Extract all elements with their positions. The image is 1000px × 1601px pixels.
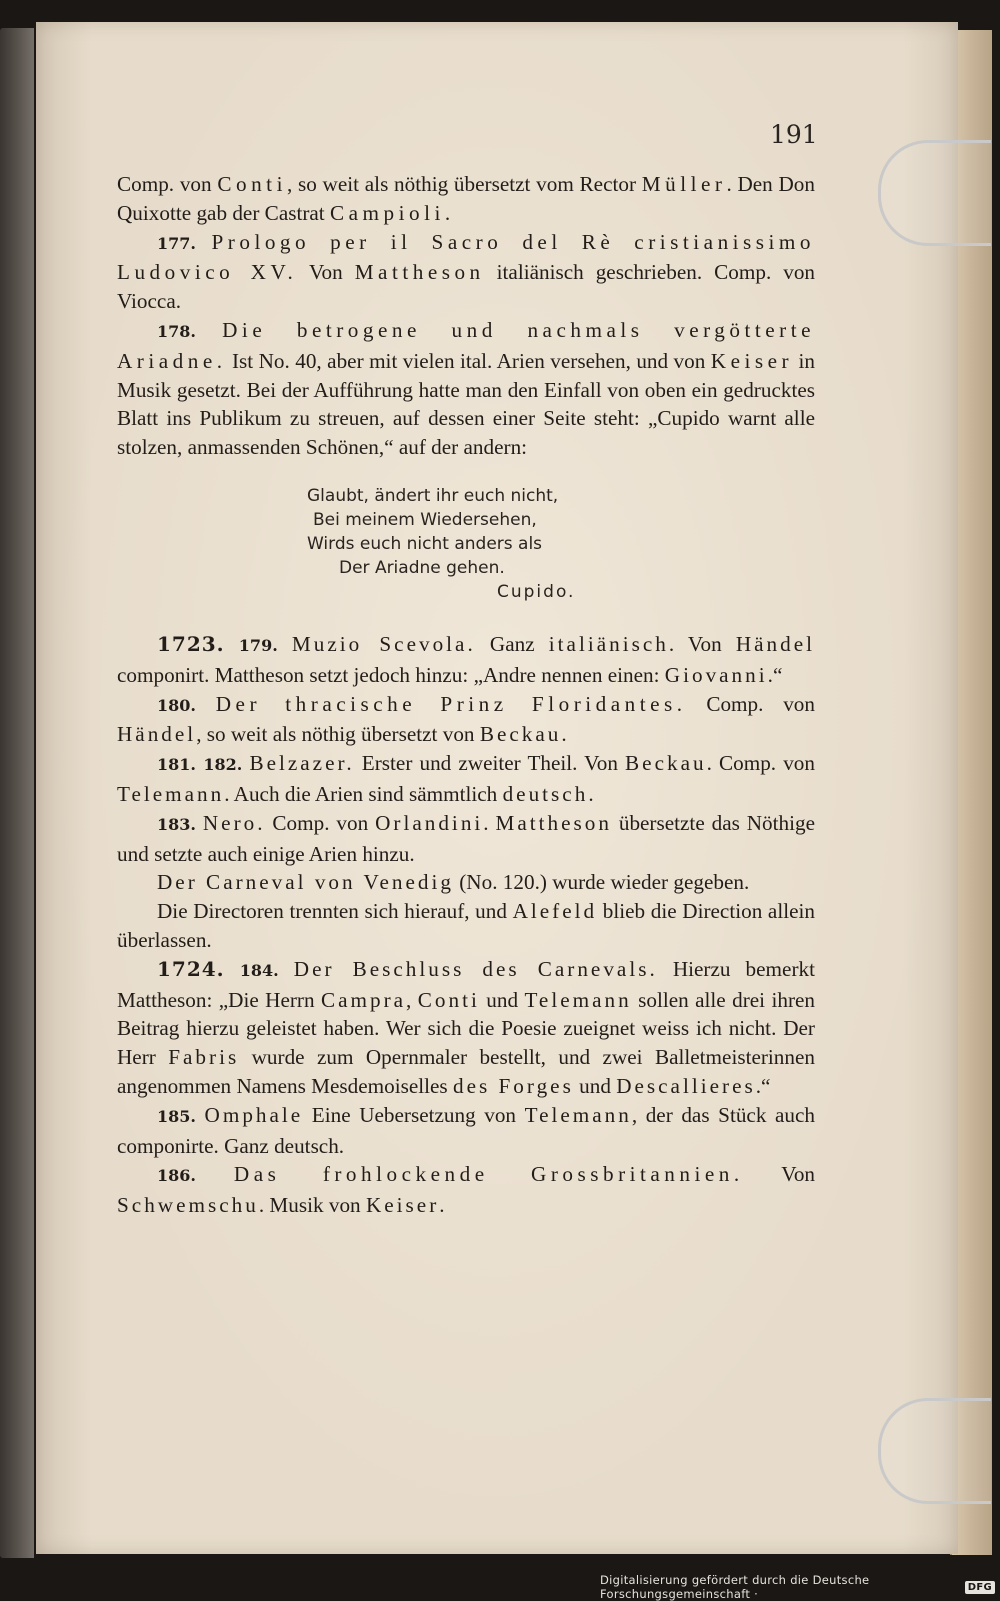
entry-184: 1724. 184. Der Beschluss des Carnevals. Hierzu bemerkt Mattheson: „Die Herrn Campra, Conti und Telemann sollen alle drei ihren Beitrag hierzu geleistet haben. Wer sich die Poesie zueignet weiss ich nicht. Der Herr Fabris wurde zum Opernmaler bestellt, und zwei Balletmeisterinnen angenommen Namens Mesdemoiselles des Forges und Descallieres.“ bbox=[117, 956, 816, 1098]
entry-181-182: 181. 182. Belzazer. Erster und zweiter Theil. Von Beckau. Comp. von Telemann. Auch die Arien sind sämmtlich deutsch. bbox=[117, 751, 815, 806]
entry-177: 177. Prologo per il Sacro del Rè cristianissimo Ludovico XV. Von Mattheson italiänisch geschrieben. Comp. von Viocca. bbox=[117, 229, 816, 314]
poem-line: Bei meinem Wiedersehen, bbox=[313, 509, 537, 530]
page-clip-bottom bbox=[878, 1398, 991, 1504]
entry-183: 183. Nero. Comp. von Orlandini. Mattheson übersetzte das Nöthige und setzte auch einige Arien hinzu. bbox=[117, 810, 816, 866]
dfg-logo: DFG bbox=[965, 1581, 995, 1594]
entry-180: 180. Der thracische Prinz Floridantes. Comp. von Händel, so weit als nöthig übersetzt von Beckau. bbox=[117, 691, 815, 747]
poem-line: Glaubt, ändert ihr euch nicht, bbox=[307, 485, 559, 506]
entry-186: 186. Das frohlockende Grossbritannien. Von Schwemschu. Musik von Keiser. bbox=[117, 1162, 816, 1218]
poem-line: Der Ariadne gehen. bbox=[339, 557, 505, 578]
page-text bbox=[117, 170, 815, 1220]
poem-quote bbox=[307, 484, 815, 604]
poem-line: Wirds euch nicht anders als bbox=[307, 533, 543, 554]
entry-directoren: Die Directoren trennten sich hierauf, und Alefeld blieb die Direction allein überlassen. bbox=[117, 899, 815, 952]
paragraph-continuation: Comp. von Conti, so weit als nöthig übersetzt vom Rector Müller. Den Don Quixotte gab der Castrat Campioli. bbox=[117, 172, 815, 225]
entry-carneval: Der Carneval von Venedig (No. 120.) wurde wieder gegeben. bbox=[157, 870, 750, 895]
page-number: 191 bbox=[770, 120, 818, 149]
page-clip-top bbox=[878, 140, 991, 246]
entry-178: 178. Die betrogene und nachmals vergötterte Ariadne. Ist No. 40, aber mit vielen ital. Arien versehen, und von Keiser in Musik gesetzt. Bei der Aufführung hatte man den Einfall von oben ein gedrucktes Blatt ins Publikum zu streuen, auf dessen einer Seite steht: „Cupido warnt alle stolzen, anmassenden Schönen,“ auf der andern: bbox=[117, 317, 816, 460]
book-cover-left bbox=[0, 28, 34, 1558]
entry-185: 185. Omphale Eine Uebersetzung von Telemann, der das Stück auch componirte. Ganz deutsch. bbox=[117, 1102, 815, 1158]
digitization-footer bbox=[600, 1575, 995, 1599]
poem-signature: Cupido. bbox=[497, 581, 576, 602]
footer-text: Digitalisierung gefördert durch die Deutsche Forschungsgemeinschaft · bbox=[600, 1573, 870, 1601]
entry-179: 1723. 179. Muzio Scevola. Ganz italiänisch. Von Händel componirt. Mattheson setzt jedoch hinzu: „Andre nennen einen: Giovanni.“ bbox=[117, 631, 816, 687]
